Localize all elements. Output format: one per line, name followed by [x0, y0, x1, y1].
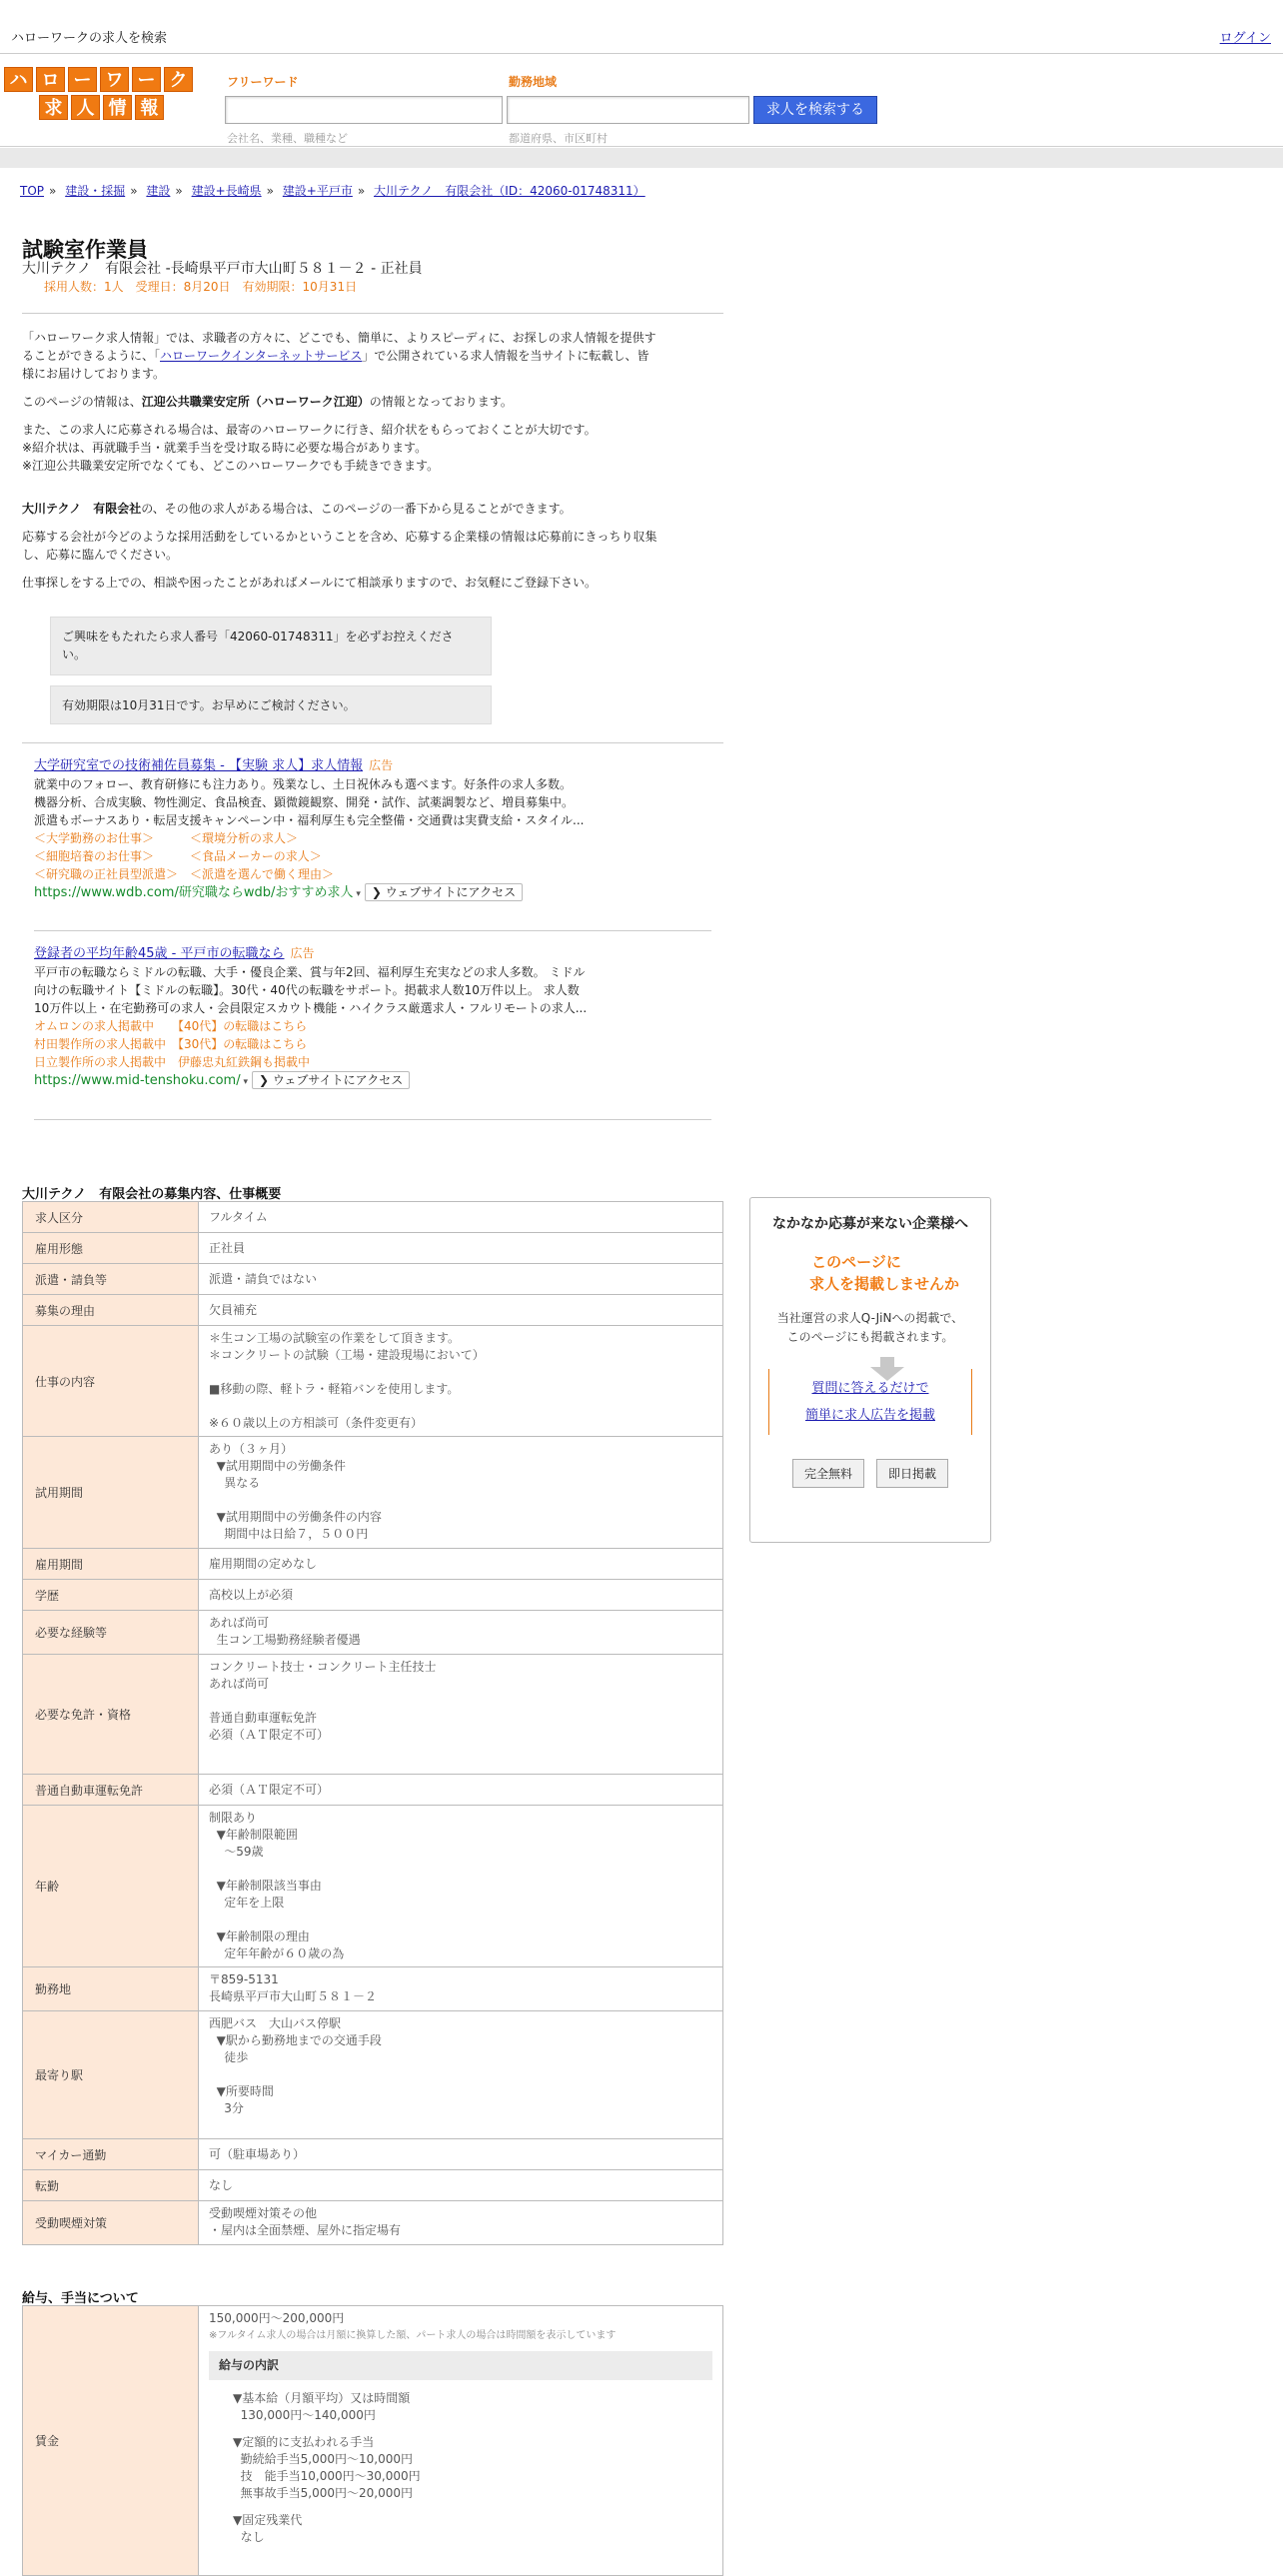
ad-url[interactable]: https://www.mid-tenshoku.com/ [34, 1073, 241, 1088]
divider [34, 930, 711, 931]
advertise-side-box [749, 1197, 991, 1543]
row-label: 必要な免許・資格 [23, 1655, 199, 1775]
table-row [23, 1967, 723, 2011]
logo-char: ー [68, 67, 97, 92]
row-value: なし [199, 2170, 723, 2201]
row-label: 受動喫煙対策 [23, 2201, 199, 2245]
row-value: 制限あり ▼年齢制限範囲 〜59歳 ▼年齢制限該当事由 定年を上限 ▼年齢制限の理由 定年年齢が６０歳の為 [199, 1806, 723, 1967]
ad-sitelinks[interactable]: ＜大学勤務のお仕事＞ ＜環境分析の求人＞ ＜細胞培養のお仕事＞ ＜食品メーカーの求人＞ ＜研究職の正社員型派遣＞ ＜派遣を選んで働く理由＞ [34, 831, 335, 881]
table-row [23, 1295, 723, 1326]
salary-item: ▼固定残業代 なし [233, 2513, 303, 2544]
ad-sitelinks[interactable]: オムロンの求人掲載中 【40代】の転職はこちら 村田製作所の求人掲載中 【30代】の転職はこちら 日立製作所の求人掲載中 伊藤忠丸紅鉄鋼も掲載中 [34, 1019, 311, 1069]
freeword-label: フリーワード [227, 75, 299, 89]
table-row [23, 1326, 723, 1437]
row-value: 欠員補充 [199, 1295, 723, 1326]
visit-website-button[interactable]: ❯ ウェブサイトにアクセス [252, 1071, 410, 1089]
salary-item: ▼定額的に支払われる手当 勤続給手当5,000円〜10,000円 技 能手当10,000円〜30,000円 無事故手当5,000円〜20,000円 [233, 2435, 421, 2500]
row-label: 雇用期間 [23, 1549, 199, 1580]
breadcrumb-construction-hirado[interactable]: 建設+平戸市 [282, 184, 353, 198]
row-label: 必要な経験等 [23, 1611, 199, 1655]
ad-description: 就業中のフォロー、教育研修にも注力あり。残業なし、土日祝休みも選べます。好条件の求人多数。 機器分析、合成実験、物性測定、食品検査、顕微鏡観察、開発・試作、試薬調製など、増員募集中。 派遣もボーナスあり・転居支援キャンペーン中・福利厚生も完全整備・交通費は実費支給・スタイル... [34, 777, 585, 827]
row-label: 転勤 [23, 2170, 199, 2201]
top-bar [0, 0, 1283, 54]
row-label: 雇用形態 [23, 1233, 199, 1264]
side-heading: なかなか応募が来ない企業様へ [772, 1216, 968, 1232]
row-label: 最寄り駅 [23, 2011, 199, 2139]
ad-url[interactable]: https://www.wdb.com/研究職ならwdb/おすすめ求人 [34, 885, 354, 900]
table-row [23, 1264, 723, 1295]
breadcrumb-company[interactable]: 大川テクノ 有限会社（ID：42060-01748311） [374, 184, 645, 198]
side-description: 当社運営の求人Q-JiNへの掲載で、 このページにも掲載されます。 [776, 1311, 964, 1344]
logo-char: 情 [103, 95, 132, 120]
ad-description: 平戸市の転職ならミドルの転職、大手・優良企業、賞与年2回、福利厚生充実などの求人多数。 ミドル 向けの転職サイト【ミドルの転職】。30代・40代の転職をサポート。掲載求人数10万件以上。 求人数 10万件以上・在宅勤務可の求人・会員限定スカウト機能・ハイクラス厳選求人・フルリモートの求人... [34, 965, 588, 1015]
ad-title[interactable]: 大学研究室での技術補佐員募集 - 【実験 求人】求人情報 [34, 758, 364, 773]
job-meta: 採用人数：1人 受理日：8月20日 有効期限：10月31日 [44, 280, 358, 294]
intro-paragraph-5: 応募する会社が今どのような採用活動をしているかということを含め、応募する企業様の情報は応募前にきっちり収集 し、応募に臨んでください。 [22, 530, 657, 562]
row-value: 正社員 [199, 1233, 723, 1264]
header-divider-band [0, 148, 1283, 168]
job-number-note: ご興味をもたれたら求人番号「42060-01748311」を必ずお控えくださ い。 [50, 617, 492, 675]
logo-char: ワ [100, 67, 129, 92]
row-value: あり（３ヶ月） ▼試用期間中の労働条件 異なる ▼試用期間中の労働条件の内容 期間中は日給７，５００円 [199, 1437, 723, 1549]
side-links [768, 1369, 972, 1435]
row-value: 西肥バス 大山バス停駅 ▼駅から勤務地までの交通手段 徒歩 ▼所要時間 3分 [199, 2011, 723, 2139]
logo-char: 求 [39, 95, 68, 120]
area-input[interactable] [507, 96, 749, 124]
company-line: 大川テクノ 有限会社 -長崎県平戸市大山町５８１－２ - 正社員 [22, 261, 423, 277]
row-value: 雇用期間の定めなし [199, 1549, 723, 1580]
row-label: 派遣・請負等 [23, 1264, 199, 1295]
details-section-title: 大川テクノ 有限会社の募集内容、仕事概要 [22, 1187, 282, 1202]
table-row [23, 1806, 723, 1967]
job-title: 試験室作業員 [22, 238, 148, 262]
salary-label: 賃金 [23, 2306, 199, 2576]
side-headline: このページに 求人を掲載しませんか [808, 1253, 959, 1293]
logo-char: 報 [135, 95, 164, 120]
logo-char: ハ [4, 67, 33, 92]
row-label: 試用期間 [23, 1437, 199, 1549]
breadcrumb-construction[interactable]: 建設 [146, 184, 171, 198]
search-button[interactable]: 求人を検索する [753, 96, 877, 124]
expiry-note: 有効期限は10月31日です。お早めにご検討ください。 [50, 685, 492, 724]
divider [22, 313, 723, 314]
hellowork-logo[interactable] [4, 67, 193, 123]
table-row [23, 2201, 723, 2245]
free-badge-button[interactable]: 完全無料 [792, 1459, 864, 1488]
intro-paragraph-2: このページの情報は、江迎公共職業安定所（ハローワーク江迎）の情報となっております。 [22, 395, 513, 409]
logo-char: 人 [71, 95, 100, 120]
table-row [23, 2139, 723, 2170]
row-label: 学歴 [23, 1580, 199, 1611]
side-link-questions[interactable]: 質問に答えるだけで [811, 1381, 929, 1396]
salary-value: 150,000円〜200,000円 ※フルタイム求人の場合は月額に換算した額、パート求人の場合は時間額を表示しています 給与の内訳 ▼基本給（月額平均）又は時間額 130,000円〜140,000円 ▼定額的に支払われる手当 勤続給手当5,000円〜10,000円 技 能手当10,000円〜30,000円 無事故手当5,000円〜20,000円 ▼固定残業代 なし [199, 2306, 723, 2576]
row-label: マイカー通勤 [23, 2139, 199, 2170]
ad-block-2: 登録者の平均年齢45歳 - 平戸市の転職なら 広告 平戸市の転職ならミドルの転職、大手・優良企業、賞与年2回、福利厚生充実などの求人多数。 ミドル 向けの転職サイト【ミドルの転職】。30代・40代の転職をサポート。掲載求人数10万件以上。 求人数 10万件以上・在宅勤務可の求人・会員限定スカウト機能・ハイクラス厳選求人・フルリモートの求人... オムロンの求人掲載中 【40代】の転職はこちら 村田製作所の求人掲載中 【30代】の転職はこちら 日立製作所の求人掲載中 伊藤忠丸紅鉄鋼も掲載中 https://www.mid-tenshoku.com/ ▾ ❯ ウェブサイトにアクセス [34, 944, 713, 1091]
row-value: あれば尚可 生コン工場勤務経験者優遇 [199, 1611, 723, 1655]
row-value: コンクリート技士・コンクリート主任技士 あれば尚可 普通自動車運転免許 必須（ＡＴ限定不可） [199, 1655, 723, 1775]
row-value: 可（駐車場あり） [199, 2139, 723, 2170]
table-row [23, 1580, 723, 1611]
row-label: 仕事の内容 [23, 1326, 199, 1437]
same-day-badge-button[interactable]: 即日掲載 [876, 1459, 948, 1488]
logo-char: ー [132, 67, 161, 92]
ad-title[interactable]: 登録者の平均年齢45歳 - 平戸市の転職なら [34, 946, 285, 961]
row-value: 高校以上が必須 [199, 1580, 723, 1611]
table-row [23, 1775, 723, 1806]
row-label: 勤務地 [23, 1967, 199, 2011]
visit-website-button[interactable]: ❯ ウェブサイトにアクセス [365, 883, 523, 901]
area-hint: 都道府県、市区町村 [509, 132, 608, 145]
table-row [23, 1549, 723, 1580]
table-row [23, 1233, 723, 1264]
intro-paragraph-4: 大川テクノ 有限会社の、その他の求人がある場合は、このページの一番下から見ることができます。 [22, 502, 572, 516]
row-value: 〒859-5131 長崎県平戸市大山町５８１－２ [199, 1967, 723, 2011]
intro-paragraph-1: 「ハローワーク求人情報」では、求職者の方々に、どこでも、簡単に、よりスピーディに、お探しの求人情報を提供す ることができるように、「ハローワークインターネットサービス」で公開されている求人情報を当サイトに転載し、皆 様にお届けしております。 [22, 331, 656, 381]
table-row [23, 1202, 723, 1233]
table-row [23, 1611, 723, 1655]
table-row [23, 1655, 723, 1775]
salary-section-title: 給与、手当について [22, 2291, 139, 2306]
table-row [23, 2170, 723, 2201]
breadcrumb-construction-nagasaki[interactable]: 建設+長崎県 [191, 184, 262, 198]
ad-badge: 広告 [369, 758, 394, 772]
salary-item: ▼基本給（月額平均）又は時間額 130,000円〜140,000円 [233, 2391, 411, 2422]
area-label: 勤務地域 [509, 75, 558, 89]
site-title: ハローワークの求人を検索 [11, 31, 168, 46]
row-label: 求人区分 [23, 1202, 199, 1233]
breadcrumb: TOP » 建設・採掘 » 建設 » 建設+長崎県 » 建設+平戸市 » 大川テクノ 有限会社（ID：42060-01748311） [20, 184, 645, 198]
hellowork-internet-service-link[interactable]: ハローワークインターネットサービス [160, 349, 363, 363]
logo-char: ロ [36, 67, 65, 92]
row-label: 募集の理由 [23, 1295, 199, 1326]
freeword-hint: 会社名、業種、職種など [227, 132, 348, 145]
intro-paragraph-6: 仕事探しをする上での、相談や困ったことがあればメールにて相談承りますので、お気軽にご登録下さい。 [22, 576, 598, 590]
header [0, 55, 1283, 147]
breadcrumb-construction-mining[interactable]: 建設・採掘 [65, 184, 126, 198]
row-value: ＊生コン工場の試験室の作業をして頂きます。 ＊コンクリートの試験（工場・建設現場において） ■移動の際、軽トラ・軽箱バンを使用します。 ※６０歳以上の方相談可（条件変更有） [199, 1326, 723, 1437]
ad-badge: 広告 [290, 946, 315, 960]
row-label: 普通自動車運転免許 [23, 1775, 199, 1806]
intro-paragraph-3: また、この求人に応募される場合は、最寄のハローワークに行き、紹介状をもらっておくことが大切です。 ※紹介状は、再就職手当・就業手当を受け取る時に必要な場合があります。 ※江迎公共職業安定所でなくても、どこのハローワークでも手続きできます。 [22, 423, 597, 473]
side-link-post-ad[interactable]: 簡単に求人広告を掲載 [804, 1408, 935, 1423]
table-row [23, 1437, 723, 1549]
login-link[interactable]: ログイン [1219, 31, 1271, 46]
ad-block-1: 大学研究室での技術補佐員募集 - 【実験 求人】求人情報 広告 就業中のフォロー、教育研修にも注力あり。残業なし、土日祝休みも選べます。好条件の求人多数。 機器分析、合成実験、物性測定、食品検査、顕微鏡観察、開発・試作、試薬調製など、増員募集中。 派遣もボーナスあり・転居支援キャンペーン中・福利厚生も完全整備・交通費は実費支給・スタイル... ＜大学勤務のお仕事＞ ＜環境分析の求人＞ ＜細胞培養のお仕事＞ ＜食品メーカーの求人＞ ＜研究職の正社員型派遣＞ ＜派遣を選んで働く理由＞ https://www.wdb.com/研究職ならwdb/おすすめ求人 ▾ ❯ ウェブサイトにアクセス [34, 756, 713, 903]
row-label: 年齢 [23, 1806, 199, 1967]
salary-table [22, 2305, 723, 2576]
row-value: 必須（ＡＴ限定不可） [199, 1775, 723, 1806]
row-value: 受動喫煙対策その他 ・屋内は全面禁煙、屋外に指定場有 [199, 2201, 723, 2245]
logo-char: ク [164, 67, 193, 92]
divider [34, 1119, 711, 1120]
freeword-input[interactable] [225, 96, 503, 124]
salary-breakdown-heading: 給与の内訳 [209, 2351, 712, 2380]
table-row [23, 2011, 723, 2139]
row-value: 派遣・請負ではない [199, 1264, 723, 1295]
row-value: フルタイム [199, 1202, 723, 1233]
breadcrumb-top[interactable]: TOP [20, 184, 45, 198]
job-details-table [22, 1201, 723, 2245]
divider [22, 742, 723, 743]
